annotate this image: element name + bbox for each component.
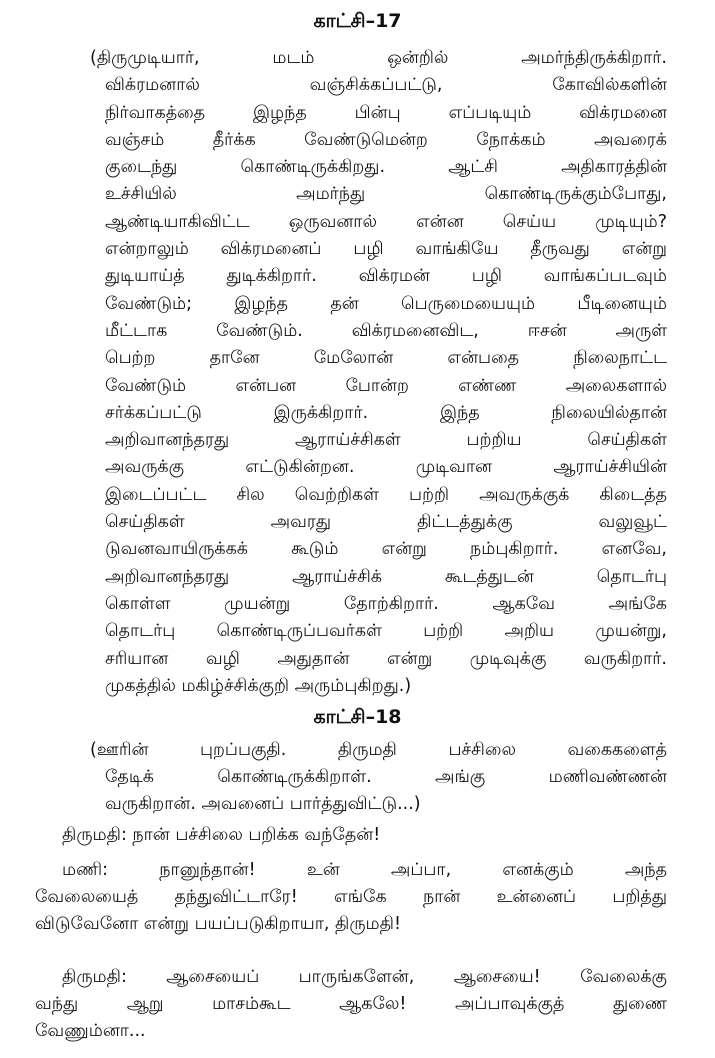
text-line: ஆண்டியாகிவிட்ட ஒருவனால் என்ன செய்ய முடியும்? bbox=[105, 211, 667, 232]
text-line: டுவனவாயிருக்கக் கூடும் என்று நம்புகிறார். எனவே, bbox=[105, 539, 667, 560]
dialogue-line: வேலையைத் தந்துவிட்டாரே! எங்கே நான் உன்னைப் பறித்து bbox=[35, 887, 667, 907]
dialogue-line: வந்து ஆறு மாசம்கூட ஆகலே! அப்பாவுக்குத் துணை bbox=[35, 994, 667, 1014]
text-line: உச்சியில் அமர்ந்து கொண்டிருக்கும்போது, bbox=[105, 184, 667, 205]
scene-17-stage-direction bbox=[90, 45, 667, 700]
text-line: அறிவானந்தரது ஆராய்ச்சிகள் பற்றிய செய்திகள் bbox=[105, 430, 667, 451]
dialogue-line: திருமதி: நான் பச்சிலை பறிக்க வந்தேன்! bbox=[62, 825, 381, 845]
text-line: பெற்ற தானே மேலோன் என்பதை நிலைநாட்ட bbox=[105, 348, 667, 369]
scene-18-stage-direction bbox=[90, 737, 667, 818]
text-line: விக்ரமனால் வஞ்சிக்கப்பட்டு, கோவில்களின் bbox=[105, 75, 667, 96]
dialogue-line: மணி: நானுந்தான்! உன் அப்பா, எனக்கும் அந்த bbox=[62, 860, 667, 880]
text-line: குடைந்து கொண்டிருக்கிறது. ஆட்சி அதிகாரத்தின் bbox=[105, 157, 667, 178]
text-line: முகத்தில் மகிழ்ச்சிக்குறி அரும்புகிறது.) bbox=[105, 675, 412, 696]
text-line: மீட்டாக வேண்டும். விக்ரமனைவிட, ஈசன் அருள் bbox=[105, 320, 667, 341]
dialogue-thirumathi-2 bbox=[35, 964, 667, 1045]
text-line: வேண்டும்; இழந்த தன் பெருமையையும் பீடினையும் bbox=[105, 293, 667, 314]
dialogue-mani-1 bbox=[35, 857, 667, 938]
dialogue-line: திருமதி: ஆசையைப் பாருங்களேன், ஆசையை! வேலைக்கு bbox=[62, 967, 667, 987]
text-line: சரியான வழி அதுதான் என்று முடிவுக்கு வருகிறார். bbox=[105, 648, 667, 669]
text-line: (ஊரின் புறப்பகுதி. திருமதி பச்சிலை வகைகளைத் bbox=[90, 740, 667, 760]
scene-18-heading: காட்சி–18 bbox=[313, 706, 402, 728]
text-line: கொள்ள முயன்று தோற்கிறார். ஆகவே அங்கே bbox=[105, 593, 667, 614]
text-line: தேடிக் கொண்டிருக்கிறாள். அங்கு மணிவண்ணன் bbox=[105, 767, 667, 787]
text-line: நிர்வாகத்தை இழந்த பின்பு எப்படியும் விக்ரமனை bbox=[105, 102, 667, 123]
text-line: என்றாலும் விக்ரமனைப் பழி வாங்கியே தீருவது என்று bbox=[105, 239, 667, 260]
text-line: தொடர்பு கொண்டிருப்பவர்கள் பற்றி அறிய முயன்று, bbox=[105, 621, 667, 642]
dialogue-line: விடுவேனோ என்று பயப்படுகிறாயா, திருமதி! bbox=[35, 914, 401, 934]
text-line: சர்க்கப்பட்டு இருக்கிறார். இந்த நிலையில்தான் bbox=[105, 402, 667, 423]
text-line: செய்திகள் அவரது திட்டத்துக்கு வலுவூட் bbox=[105, 512, 667, 533]
dialogue-line: வேணும்னா... bbox=[35, 1021, 146, 1041]
text-line: வஞ்சம் தீர்க்க வேண்டுமென்ற நோக்கம் அவரைக் bbox=[105, 129, 667, 150]
text-line: அறிவானந்தரது ஆராய்ச்சிக் கூடத்துடன் தொடர்பு bbox=[105, 566, 667, 587]
text-line: (திருமுடியார், மடம் ஒன்றில் அமர்ந்திருக்கிறார். bbox=[90, 48, 667, 68]
dialogue-thirumathi-1 bbox=[62, 822, 667, 849]
scene-17-heading: காட்சி–17 bbox=[313, 10, 402, 32]
text-line: துடியாய்த் துடிக்கிறார். விக்ரமன் பழி வாங்கப்படவும் bbox=[105, 266, 667, 287]
text-line: வருகிறான். அவனைப் பார்த்துவிட்டு...) bbox=[105, 794, 421, 814]
text-line: அவருக்கு எட்டுகின்றன. முடிவான ஆராய்ச்சியின் bbox=[105, 457, 667, 478]
text-line: இடைப்பட்ட சில வெற்றிகள் பற்றி அவருக்குக் கிடைத்த bbox=[105, 484, 667, 505]
text-line: வேண்டும் என்பன போன்ற எண்ண அலைகளால் bbox=[105, 375, 667, 396]
